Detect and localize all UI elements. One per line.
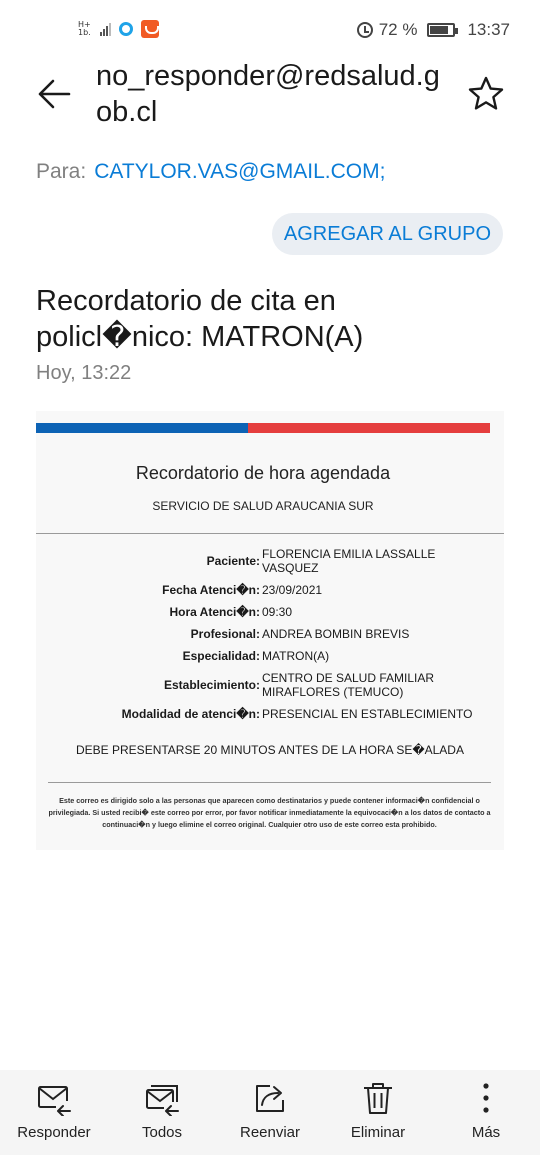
email-date: Hoy, 13:22: [36, 362, 132, 384]
add-to-group-button[interactable]: AGREGAR AL GRUPO: [272, 213, 503, 255]
detail-row-professional: [36, 627, 504, 641]
body-title: Recordatorio de hora agendada: [135, 463, 391, 483]
status-right: [357, 20, 510, 40]
detail-row-time: [36, 605, 504, 619]
to-label: Para:: [36, 160, 87, 183]
forward-icon: [252, 1080, 288, 1116]
detail-label: Hora Atenci�n:: [169, 605, 260, 619]
detail-row-date: [36, 583, 504, 597]
shop-notification-icon: [141, 20, 159, 38]
detail-label: Paciente:: [206, 554, 260, 568]
battery-icon: [427, 23, 455, 37]
detail-value: FLORENCIA EMILIA LASSALLE VASQUEZ: [262, 547, 436, 575]
app-notification-icon: [119, 22, 133, 36]
star-icon[interactable]: [466, 74, 506, 114]
detail-label: Fecha Atenci�n:: [162, 583, 260, 597]
reply-icon: [36, 1080, 72, 1116]
detail-label: Profesional:: [190, 627, 260, 641]
battery-percent: 72 %: [378, 20, 418, 39]
detail-label: Modalidad de atenci�n:: [121, 707, 260, 721]
forward-button[interactable]: [220, 1080, 320, 1141]
status-time: 13:37: [467, 20, 510, 39]
network-type-label: H+ 1b.: [78, 20, 91, 37]
reply-all-icon: [144, 1080, 180, 1116]
status-bar: [0, 0, 540, 60]
status-left: [78, 20, 159, 38]
flag-color-strip: [36, 423, 490, 433]
detail-row-facility: [36, 671, 504, 699]
more-vertical-icon: [468, 1080, 504, 1116]
arrival-notice: DEBE PRESENTARSE 20 MINUTOS ANTES DE LA HORA SE�ALADA: [76, 743, 464, 757]
detail-value: 23/09/2021: [262, 583, 323, 597]
delete-label: Eliminar: [350, 1124, 406, 1141]
appointment-details: [36, 547, 504, 729]
detail-value: PRESENCIAL EN ESTABLECIMIENTO: [262, 707, 473, 721]
confidentiality-disclaimer: Este correo es dirigido solo a las personas que aparecen como destinatarios y puede contener informaci�n confidencial o privilegiada. Si usted recibi� este correo por error, por favor notificar inmediatamente la equivocaci�n a los datos de contacto a continuaci�n y luego elimine el correo original. Cualquier otro uso de este correo esta prohibido.: [48, 796, 491, 829]
detail-value: ANDREA BOMBIN BREVIS: [262, 627, 410, 641]
delete-button[interactable]: [328, 1080, 428, 1141]
detail-value: 09:30: [262, 605, 293, 619]
email-body: [36, 411, 504, 850]
divider: [48, 782, 491, 783]
reply-all-label: Todos: [141, 1124, 183, 1141]
detail-label: Establecimiento:: [163, 678, 260, 692]
detail-value: MATRON(A): [262, 649, 330, 663]
recipient-address[interactable]: CATYLOR.VAS@GMAIL.COM;: [94, 160, 386, 183]
detail-row-specialty: [36, 649, 504, 663]
reply-all-button[interactable]: [112, 1080, 212, 1141]
reply-button[interactable]: [4, 1080, 104, 1141]
signal-icon: [100, 22, 111, 36]
detail-row-modality: [36, 707, 504, 721]
more-label: Más: [471, 1124, 501, 1141]
flag-blue-bar: [36, 423, 248, 433]
divider: [36, 533, 504, 534]
email-subject: Recordatorio de cita en policl�nico: MATRON(A): [36, 285, 364, 353]
detail-label: Especialidad:: [182, 649, 260, 663]
forward-label: Reenviar: [239, 1124, 301, 1141]
recipient-line: [36, 160, 385, 184]
bottom-toolbar: [0, 1070, 540, 1155]
back-arrow-icon[interactable]: [36, 76, 72, 112]
trash-icon: [360, 1080, 396, 1116]
detail-value: CENTRO DE SALUD FAMILIAR MIRAFLORES (TEMUCO): [262, 671, 435, 699]
more-button[interactable]: [436, 1080, 536, 1141]
body-subtitle: SERVICIO DE SALUD ARAUCANIA SUR: [152, 499, 374, 513]
reply-label: Responder: [17, 1124, 91, 1141]
alarm-icon: [357, 22, 373, 38]
detail-row-patient: [36, 547, 504, 575]
sender-address: no_responder@redsalud.gob.cl: [96, 60, 440, 128]
flag-red-bar: [248, 423, 490, 433]
